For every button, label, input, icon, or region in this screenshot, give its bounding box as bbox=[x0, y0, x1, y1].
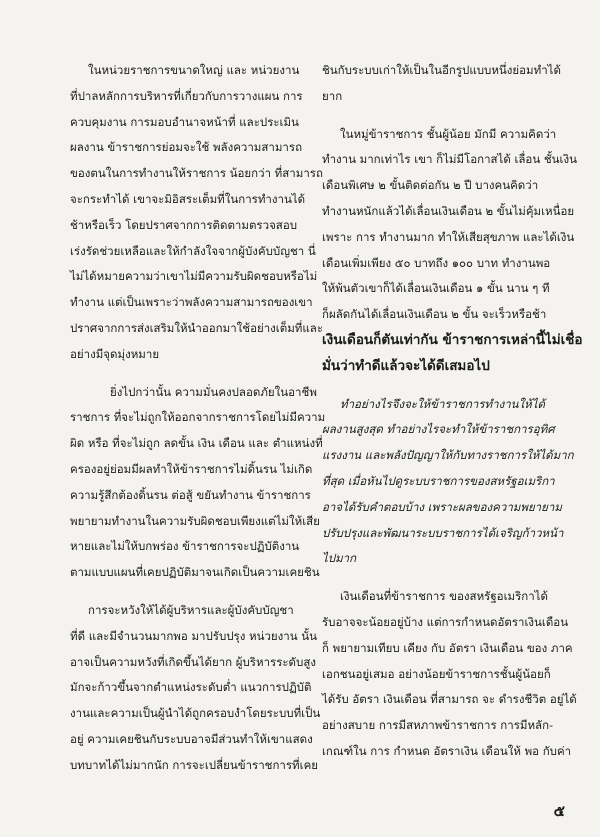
text-line: เงินเดือนที่ข้าราชการ ของสหรัฐอเมริกาได้ bbox=[340, 589, 548, 604]
text-line: เกณฑ์ใน การ กำหนด อัตราเงิน เดือนให้ พอ กับค่า bbox=[322, 743, 572, 758]
text-line: ของตนในการทำงานให้ราชการ น้อยกว่า ที่สามารถ bbox=[70, 166, 323, 181]
text-line: ทำงานหนักแล้วได้เลื่อนเงินเดือน ๒ ขั้นไม่คุ้มเหนื่อย bbox=[322, 203, 575, 218]
text-line: ผิด หรือ ที่จะไม่ถูก ลดขั้น เงิน เดือน และ ตำแหน่งที่ bbox=[70, 436, 323, 451]
text-line: เดือนเพิ่มเพียง ๕๐ บาทถึง ๑๐๐ บาท ทำงานพอ bbox=[322, 255, 551, 270]
text-line: รับอาจจะน้อยอยู่บ้าง แต่การกำหนดอัตราเงินเดือน bbox=[322, 614, 569, 629]
paragraph-gap bbox=[322, 380, 546, 392]
text-line: เอกชนอยู่เสมอ อย่างน้อยข้าราชการชั้นผู้น้อยก็ bbox=[322, 666, 551, 681]
text-line: ช้าหรือเร็ว โดยปราศจากการติดตามตรวจสอบ bbox=[70, 217, 298, 232]
text-line: มักจะก้าวขึ้นจากตำแหน่งระดับต่ำ แนวการปฏิบัติ bbox=[70, 680, 312, 695]
left-text-column bbox=[70, 58, 326, 779]
text-line: เงินเดือนก็ตันเท่ากัน ข้าราชการเหล่านี้ไม่เชื่อ bbox=[322, 331, 583, 348]
text-line: เดือนพิเศษ ๒ ขั้นติดต่อกัน ๒ ปี บางคนคิดว่า bbox=[322, 178, 539, 193]
text-line: บทบาทได้ไม่มากนัก การจะเปลี่ยนข้าราชการที่เคย bbox=[70, 757, 319, 772]
text-line: พยายามทำงานในความรับผิดชอบเพียงแต่ไม่ให้เสีย bbox=[70, 513, 320, 528]
text-line: ที่ปาลหลักการบริหารที่เกี่ยวกับการวางแผน การ bbox=[70, 88, 303, 103]
page-number: ๕ bbox=[553, 802, 565, 820]
text-line: ไปมาก bbox=[322, 551, 357, 566]
text-line: อาจเป็นความหวังที่เกิดขึ้นได้ยาก ผู้บริหารระดับสูง bbox=[70, 654, 316, 669]
paragraph-gap bbox=[322, 572, 546, 584]
text-line: ที่สุด เมื่อหันไปดูระบบราชการของสหรัฐอเมริกา bbox=[322, 473, 555, 488]
text-line: เพราะ การ ทำงานมาก ทำให้เสียสุขภาพ และได้เงิน bbox=[322, 229, 575, 244]
text-line: อาจได้รับคำตอบบ้าง เพราะผลของความพยายาม bbox=[322, 499, 562, 514]
text-line: ปราศจากการส่งเสริมให้นำออกมาใช้อย่างเต็มที่และ bbox=[70, 320, 323, 335]
text-line: ให้พ้นตัวเขาก็ได้เลื่อนเงินเดือน ๑ ขั้น นาน ๆ ที bbox=[322, 281, 550, 296]
text-line: ที่ดี และมีจำนวนมากพอ มาปรับปรุง หน่วยงาน นั้น bbox=[70, 628, 317, 643]
text-line: ตามแบบแผนที่เคยปฏิบัติมาจนเกิดเป็นความเคยชิน bbox=[70, 565, 320, 580]
text-line: ได้รับ อัตรา เงินเดือน ที่สามารถ จะ ดำรงชีวิต อยู่ได้ bbox=[322, 692, 577, 707]
text-line: ทำอย่างไรจึงจะให้ข้าราชการทำงานให้ได้ bbox=[340, 396, 545, 411]
text-line: ก็ พยายามเทียบ เคียง กับ อัตรา เงินเดือน ของ ภาค bbox=[322, 640, 573, 655]
text-line: ชินกับระบบเก่าให้เป็นในอีกรูปแบบหนึ่งย่อมทำได้ bbox=[322, 63, 561, 77]
text-line: ยาก bbox=[322, 88, 343, 103]
text-line: ปรับปรุงและพัฒนาระบบราชการได้เจริญก้าวหน้า bbox=[322, 525, 564, 540]
text-line: ทำงาน แต่เป็นเพราะว่าพลังความสามารถของเขา bbox=[70, 295, 313, 310]
text-line: จะกระทำได้ เขาจะมิอิสระเต็มที่ในการทำงานได้ bbox=[70, 191, 306, 206]
text-line: ก็ผลัดกันได้เลื่อนเงินเดือน ๒ ขั้น จะเร็วหรือช้า bbox=[322, 307, 547, 322]
text-line: การจะหวังให้ได้ผู้บริหารและผู้บังคับบัญชา bbox=[88, 602, 294, 617]
paragraph-gap bbox=[70, 368, 298, 380]
text-line: งานและความเป็นผู้นำได้ถูกครอบงำโดยระบบที่เป็น bbox=[70, 706, 321, 721]
text-line: มั่นว่าทำดีแล้วจะได้ดีเสมอไป bbox=[322, 357, 490, 374]
text-line: แรงงาน และพลังปัญญาให้กับทางราชการให้ได้มาก bbox=[322, 448, 574, 463]
text-line: ครองอยู่ย่อมมีผลทำให้ข้าราชการไม่ดิ้นรน ไม่เกิด bbox=[70, 461, 313, 476]
text-line: เร่งรัดช่วยเหลือและให้กำลังใจจากผู้บังคับบัญชา นี่ bbox=[70, 243, 316, 258]
text-line: หายและไม่ให้บกพร่อง ข้าราชการจะปฏิบัติงาน bbox=[70, 539, 300, 554]
text-line: ผลงาน ข้าราชการย่อมจะใช้ พลังความสามารถ bbox=[70, 140, 303, 155]
text-line: ในหมู่ข้าราชการ ชั้นผู้น้อย มักมี ความคิดว่า bbox=[340, 126, 557, 141]
text-line: ควบคุมงาน การมอบอำนาจหน้าที่ และประเมิน bbox=[70, 114, 299, 129]
text-line: ไม่ได้หมายความว่าเขาไม่มีความรับผิดชอบหรือไม่ bbox=[70, 269, 318, 284]
text-line: ความรู้สึกต้องดิ้นรน ต่อสู้ ขยันทำงาน ข้าราชการ bbox=[70, 487, 311, 502]
text-line: ในหน่วยราชการขนาดใหญ่ และ หน่วยงาน bbox=[88, 63, 300, 77]
text-line: ทำงาน มากเท่าไร เขา ก็ไม่มีโอกาสได้ เลื่อน ชั้นเงิน bbox=[322, 152, 577, 167]
text-line: อยู่ ความเคยชินกับระบบอาจมีส่วนทำให้เขาแสดง bbox=[70, 731, 313, 746]
paragraph-gap bbox=[70, 586, 298, 598]
text-line: ผลงานสูงสุด ทำอย่างไรจะทำให้ข้าราชการอุทิศ bbox=[322, 422, 555, 437]
text-line: ยิ่งไปกว่านั้น ความมั่นคงปลอดภัยในอาชีพ bbox=[110, 384, 317, 399]
paragraph-gap bbox=[322, 110, 546, 122]
text-line: ราชการ ที่จะไม่ถูกให้ออกจากราชการโดยไม่มีความ bbox=[70, 410, 326, 425]
text-line: อย่างมีจุดมุ่งหมาย bbox=[70, 346, 160, 361]
text-line: อย่างสบาย การมีสหภาพข้าราชการ การมีหลัก- bbox=[322, 718, 553, 733]
right-text-column bbox=[322, 58, 583, 765]
